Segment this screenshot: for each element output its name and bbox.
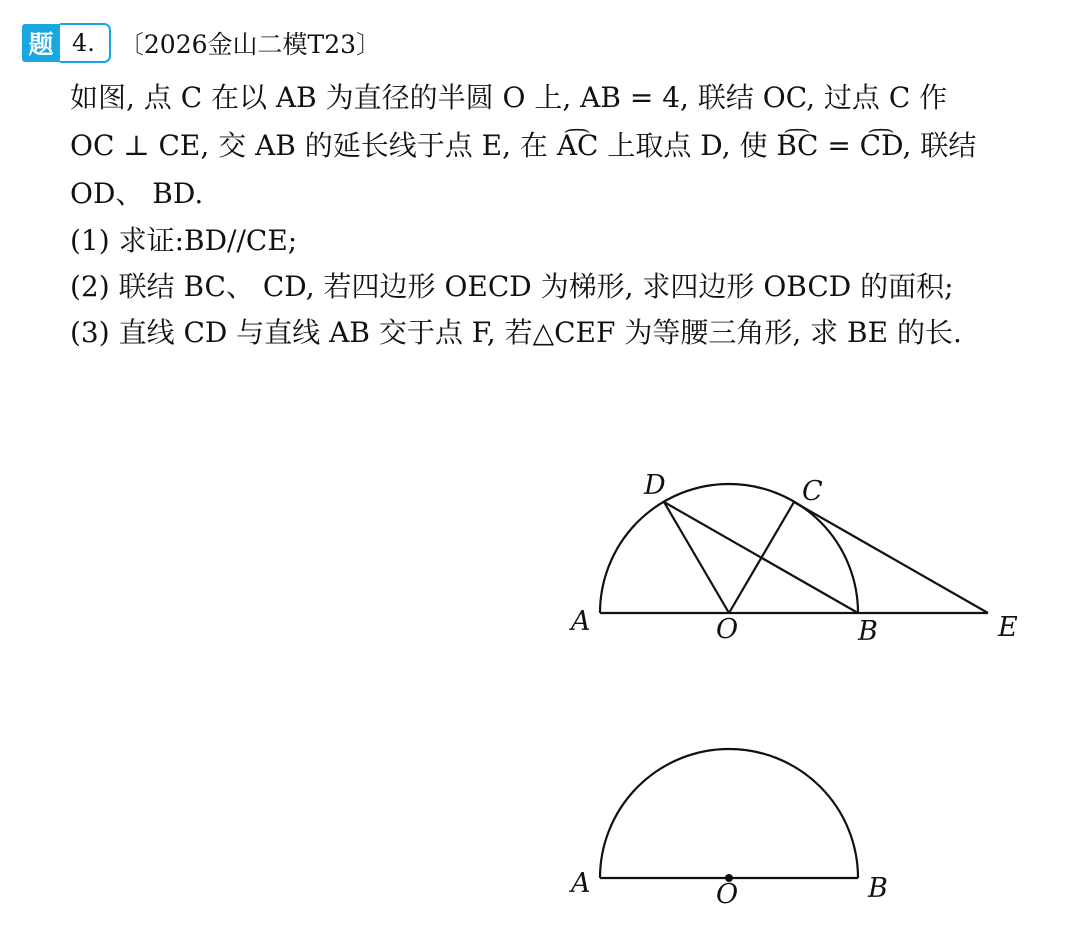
semicircle-arc-2 — [600, 749, 858, 878]
stem-line-3: OD、 BD. — [70, 177, 204, 210]
question-number: 4. — [60, 23, 111, 63]
sub-question-3: (3) 直线 CD 与直线 AB 交于点 F, 若△CEF 为等腰三角形, 求 BE 的长. — [70, 316, 962, 349]
label-E-fig1: E — [998, 612, 1018, 643]
label-A-fig2: A — [571, 868, 591, 899]
sub-question-2: (2) 联结 BC、 CD, 若四边形 OECD 为梯形, 求四边形 OBCD 的面积; — [70, 270, 954, 303]
segment-DB — [664, 502, 858, 613]
segment-OD — [664, 502, 729, 613]
sub-question-1: (1) 求证:BD//CE; — [70, 224, 298, 257]
figure-2 — [600, 749, 858, 878]
label-C-fig1: C — [802, 476, 823, 507]
label-O-fig1: O — [716, 614, 739, 645]
stem-line-2: OC ⊥ CE, 交 AB 的延长线于点 E, 在 A͡C 上取点 D, 使 B͡C = C͡D, 联结 — [70, 129, 977, 162]
label-A-fig1: A — [571, 606, 591, 637]
segment-CE — [794, 502, 988, 613]
label-D-fig1: D — [644, 470, 666, 501]
question-source: 〔2026金山二模T23〕 — [118, 30, 382, 59]
label-O-fig2: O — [716, 879, 739, 910]
stem-line-1: 如图, 点 C 在以 AB 为直径的半圆 O 上, AB = 4, 联结 OC, 过点 C 作 — [70, 81, 948, 114]
label-B-fig2: B — [868, 873, 888, 904]
question-tag-badge: 题 — [22, 24, 60, 62]
figure-1 — [600, 484, 988, 613]
label-B-fig1: B — [858, 616, 878, 647]
